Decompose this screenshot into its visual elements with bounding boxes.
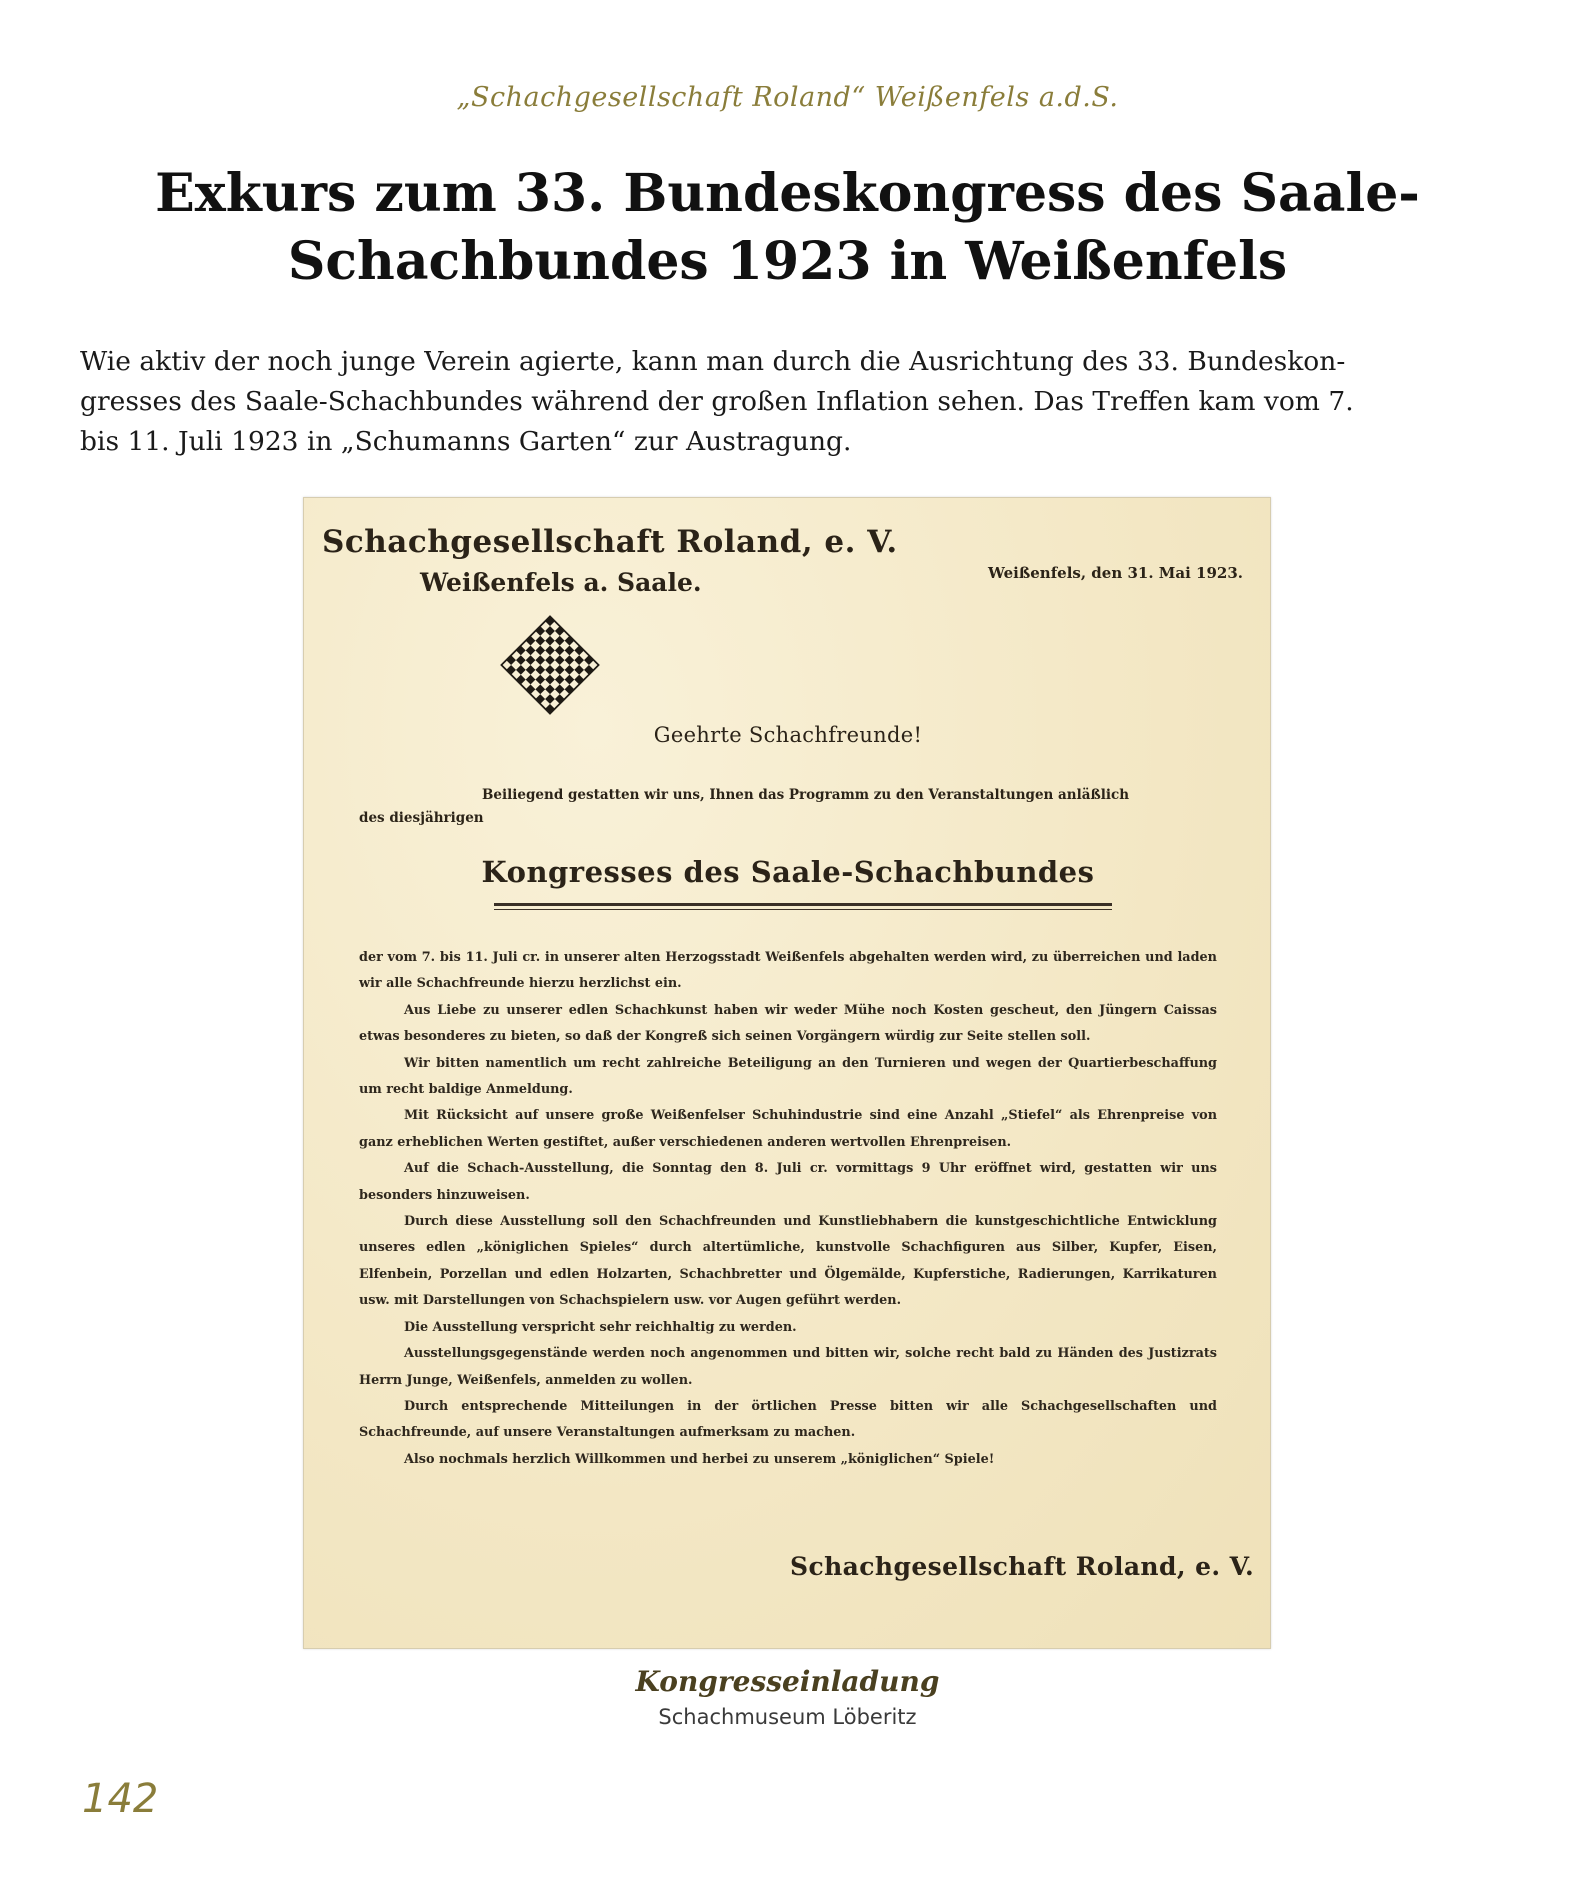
letter-paragraph: Auf die Schach-Ausstellung, die Sonntag den 8. Juli cr. vormittags 9 Uhr eröffnet wird, gestatten wir uns besonders hinzuweisen. — [359, 1161, 1217, 1203]
letter-intro-line: des diesjährigen — [359, 810, 484, 826]
letter-paragraph: Mit Rücksicht auf unsere große Weißenfelser Schuhindustrie sind eine Anzahl „Stiefel“ als Ehrenpreise von ganz erheblichen Werten gestiftet, außer verschiedenen anderen wertvollen Ehrenpreisen. — [359, 1108, 1217, 1150]
chessboard-icon — [495, 610, 605, 720]
intro-paragraph — [80, 342, 1495, 462]
letter-paragraph: Ausstellungsgegenstände werden noch angenommen und bitten wir, solche recht bald zu Händen des Justizrats Herrn Junge, Weißenfels, anmelden zu wollen. — [359, 1346, 1217, 1388]
intro-line: gresses des Saale-Schachbundes während der großen Inflation sehen. Das Treffen kam vom 7. — [80, 386, 1354, 417]
letter-paragraph: der vom 7. bis 11. Juli cr. in unserer alten Herzogsstadt Weißenfels abgehalten werden wird, zu überreichen und laden wir alle Schachfreunde hierzu herzlichst ein. — [359, 950, 1217, 992]
letter-body — [359, 945, 1217, 1473]
letter-paragraph: Durch entsprechende Mitteilungen in der örtlichen Presse bitten wir alle Schachgesellschaften und Schachfreunde, auf unsere Veranstaltungen aufmerksam zu machen. — [359, 1398, 1217, 1441]
letter-city: Weißenfels a. Saale. — [420, 568, 702, 597]
letter-congress-heading: Kongresses des Saale-Schachbundes — [481, 855, 1095, 889]
page-number: 142 — [82, 1776, 159, 1822]
letter-paragraph: Aus Liebe zu unserer edlen Schachkunst haben wir weder Mühe noch Kosten gescheut, den Jüngern Caissas etwas besonderes zu bieten, so daß der Kongreß sich seinen Vorgängern würdig zur Seite stellen soll. — [359, 1002, 1217, 1045]
congress-underline-thin — [494, 909, 1112, 910]
congress-underline — [494, 903, 1112, 906]
letter-paragraph: Also nochmals herzlich Willkommen und herbei zu unserem „königlichen“ Spiele! — [404, 1451, 995, 1467]
letter-club: Schachgesellschaft Roland, e. V. — [322, 524, 898, 560]
letter-intro — [359, 784, 1219, 830]
letter-signature: Schachgesellschaft Roland, e. V. — [790, 1552, 1255, 1581]
letter-paragraph: Durch diese Ausstellung soll den Schachfreunden und Kunstliebhabern die kunstgeschichtliche Entwicklung unseres edlen „königlichen Spieles“ durch altertümliche, kunstvolle Schachfiguren aus Silber, Kupfer, Eisen, Elfenbein, Porzellan und edlen Holzarten, Schachbretter und Ölgemälde, Kupferstiche, Radierungen, Karrikaturen usw. mit Darstellungen von Schachspielern usw. vor Augen geführt werden. — [359, 1214, 1217, 1309]
title-line: Exkurs zum 33. Bundeskongress des Saale- — [155, 163, 1420, 224]
running-head: „Schachgesellschaft Roland“ Weißenfels a.d.S. — [456, 82, 1119, 113]
page-title — [140, 160, 1435, 296]
intro-line: bis 11. Juli 1923 in „Schumanns Garten“ zur Austragung. — [80, 426, 852, 457]
letter-paragraph: Wir bitten namentlich um recht zahlreiche Beteiligung an den Turnieren und wegen der Quartierbeschaffung um recht baldige Anmeldung. — [359, 1055, 1217, 1098]
letter-date: Weißenfels, den 31. Mai 1923. — [988, 564, 1243, 582]
letter-scan — [303, 497, 1271, 1649]
figure-caption: Kongresseinladung — [635, 1665, 940, 1698]
letter-salutation: Geehrte Schachfreunde! — [653, 723, 923, 747]
intro-line: Wie aktiv der noch junge Verein agierte, kann man durch die Ausrichtung des 33. Bundeskon- — [80, 346, 1346, 377]
figure-source: Schachmuseum Löberitz — [658, 1705, 917, 1729]
letter-paragraph: Die Ausstellung verspricht sehr reichhaltig zu werden. — [404, 1319, 797, 1335]
letter-intro-line: Beiliegend gestatten wir uns, Ihnen das Programm zu den Veranstaltungen anläßlich — [482, 787, 1130, 803]
title-line: Schachbundes 1923 in Weißenfels — [287, 231, 1288, 292]
